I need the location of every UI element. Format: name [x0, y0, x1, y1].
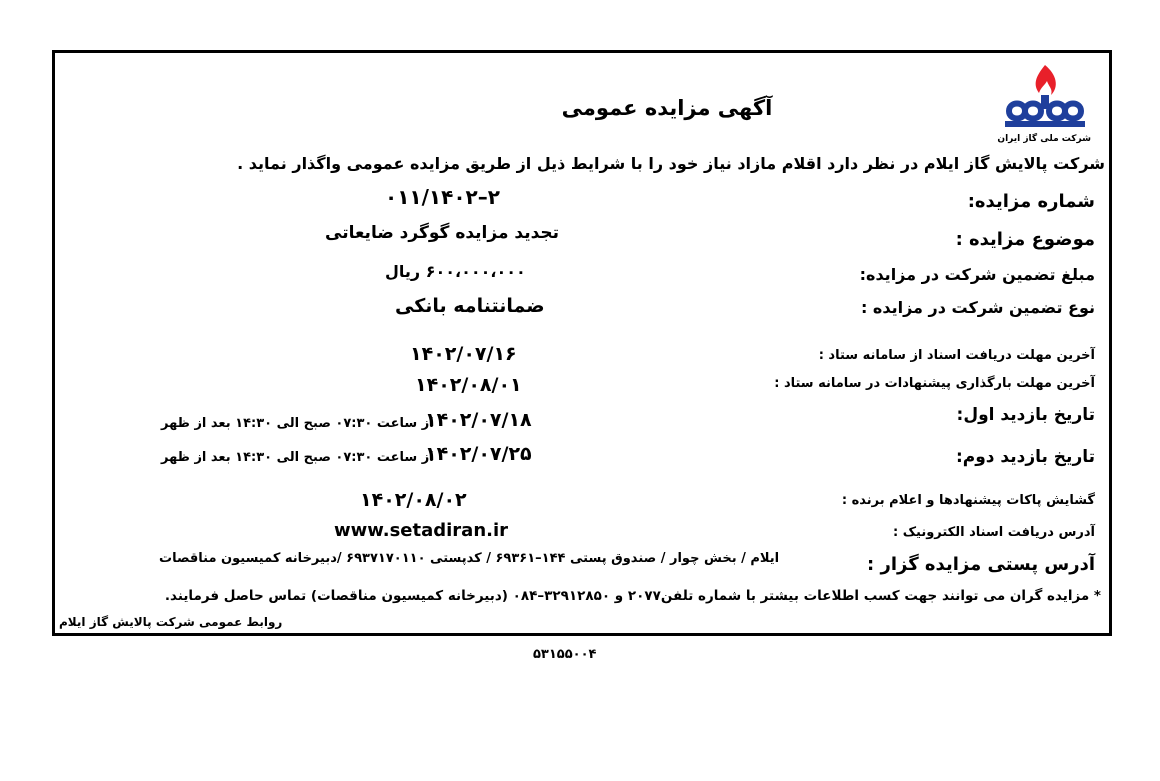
visit1-time: از ساعت ۰۷:۳۰ صبح الی ۱۴:۳۰ بعد از ظهر	[161, 416, 434, 431]
guarantee-type-label: نوع تضمین شرکت در مزایده :	[860, 298, 1095, 317]
visit1-label: تاریخ بازدید اول:	[956, 405, 1095, 425]
announcement-frame	[52, 50, 1112, 636]
deadline-docs-label: آخرین مهلت دریافت اسناد از سامانه ستاد :	[818, 348, 1095, 363]
website-value[interactable]: www.setadiran.ir	[334, 520, 509, 541]
subject-value: تجدید مزایده گوگرد ضایعاتی	[325, 223, 560, 243]
flame-logo-icon	[995, 61, 1095, 133]
amount-label: مبلغ تضمین شرکت در مزایده:	[859, 265, 1095, 284]
signature: روابط عمومی شرکت پالایش گاز ایلام	[59, 615, 283, 629]
page-title: آگهی مزایده عمومی	[561, 96, 773, 120]
visit2-date: ۱۴۰۲/۰۷/۲۵	[425, 443, 532, 465]
amount-value: ۶۰۰،۰۰۰،۰۰۰ ریال	[385, 262, 526, 281]
contact-note: * مزایده گران می توانند جهت کسب اطلاعات بیشتر با شماره تلفن۲۰۷۷ و ۳۲۹۱۲۸۵۰–۰۸۴ (دبیرخانه کمیسیون مناقصات) تماس حاصل فرمایند.	[164, 588, 1101, 604]
deadline-bids-label: آخرین مهلت بارگذاری پیشنهادات در سامانه ستاد :	[774, 376, 1095, 391]
footer-code: ۵۳۱۵۵۰۰۴	[533, 647, 597, 662]
opening-value: ۱۴۰۲/۰۸/۰۲	[360, 489, 467, 511]
deadline-docs-value: ۱۴۰۲/۰۷/۱۶	[410, 343, 517, 365]
number-label: شماره مزایده:	[967, 191, 1095, 212]
visit1-date: ۱۴۰۲/۰۷/۱۸	[425, 409, 532, 431]
subject-label: موضوع مزایده :	[955, 229, 1095, 250]
website-label: آدرس دریافت اسناد الکترونیک :	[892, 525, 1095, 540]
visit2-label: تاریخ بازدید دوم:	[955, 447, 1095, 467]
logo-caption: شرکت ملی گاز ایران	[997, 134, 1091, 144]
postal-value: ایلام / بخش چوار / صندوق پستی ۱۴۴–۶۹۳۶۱ / کدپستی ۶۹۳۷۱۷۰۱۱۰ /دبیرخانه کمیسیون مناقصات	[159, 551, 780, 566]
guarantee-type-value: ضمانتنامه بانکی	[395, 295, 545, 317]
visit2-time: از ساعت ۰۷:۳۰ صبح الی ۱۴:۳۰ بعد از ظهر	[161, 450, 434, 465]
deadline-bids-value: ۱۴۰۲/۰۸/۰۱	[415, 374, 522, 396]
opening-label: گشایش پاکات پیشنهادها و اعلام برنده :	[841, 493, 1095, 508]
number-value: ۲–۰۱۱/۱۴۰۲	[385, 185, 500, 209]
postal-label: آدرس پستی مزایده گزار :	[867, 554, 1095, 575]
intro-text: شرکت پالایش گاز ایلام در نظر دارد اقلام مازاد نیاز خود را با شرایط ذیل از طریق مزایده عمومی واگذار نماید .	[237, 154, 1105, 173]
